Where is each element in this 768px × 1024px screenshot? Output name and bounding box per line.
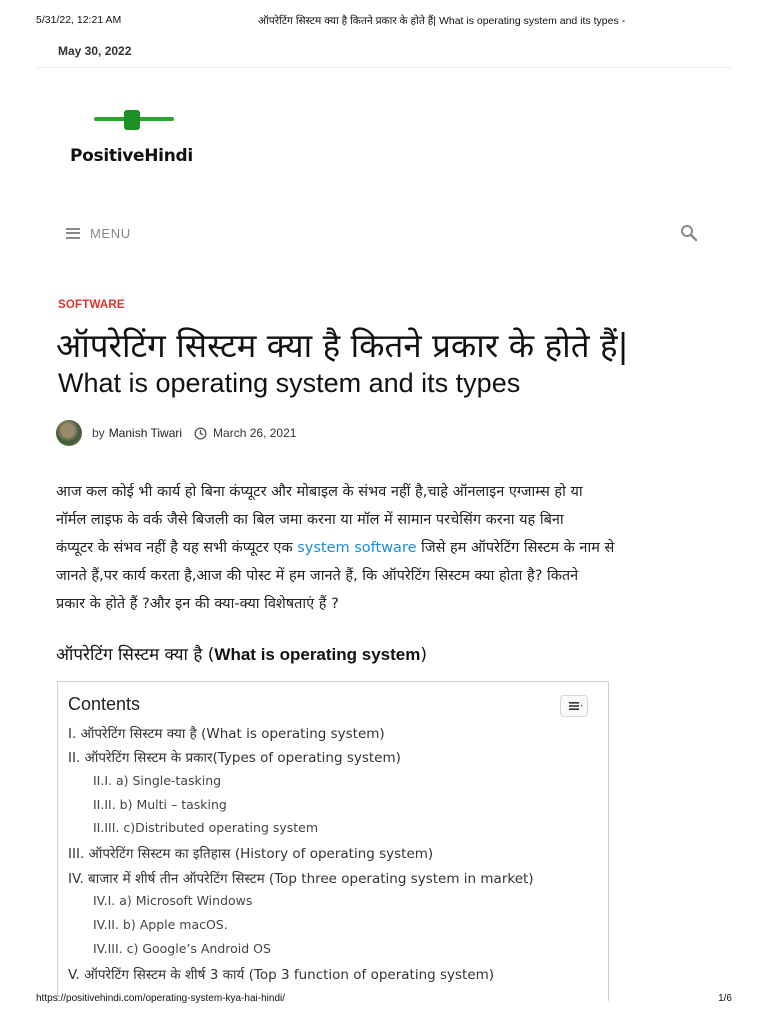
toc-item[interactable]: II.II. b) Multi – tasking (93, 797, 227, 812)
toc-item[interactable]: II.I. a) Single-tasking (93, 773, 222, 788)
print-page-title: ऑपरेटिंग सिस्टम क्या है कितने प्रकार के होते हैं| What is operating system and its types - (258, 15, 626, 27)
top-divider (36, 67, 732, 68)
clock-icon (194, 427, 207, 440)
paragraph-text: कंप्यूटर के संभव नहीं है यह सभी कंप्यूटर एक (56, 540, 298, 556)
search-icon (680, 224, 698, 242)
table-of-contents (57, 681, 609, 1001)
logo-text: PositiveHindi (70, 146, 193, 166)
toc-item[interactable]: IV.III. c) Google’s Android OS (93, 941, 271, 956)
toc-item[interactable]: II.III. c)Distributed operating system (93, 820, 319, 835)
print-footer (36, 993, 732, 1007)
paragraph-text: जिसे हम ऑपरेटिंग सिस्टम के नाम से (416, 540, 615, 556)
intro-paragraph (56, 478, 716, 618)
article-title-english: What is operating system and its types (58, 368, 521, 398)
menu-label: MENU (90, 225, 131, 241)
site-logo[interactable] (70, 108, 220, 168)
hamburger-icon (66, 228, 80, 239)
article-title-hindi: ऑपरेटिंग सिस्टम क्या है कितने प्रकार के होते हैं| (56, 326, 629, 365)
paragraph-line: नॉर्मल लाइफ के वर्क जैसे बिजली का बिल जमा करना या मॉल में सामान परचेसिंग करना यह बिना (56, 512, 564, 528)
paragraph-line: आज कल कोई भी कार्य हो बिना कंप्यूटर और मोबाइल के संभव नहीं है,चाहे ऑनलाइन एग्जाम्स हो या (56, 484, 583, 500)
paragraph-line: जानते हैं,पर कार्य करता है,आज की पोस्ट में हम जानते हैं, कि ऑपरेटिंग सिस्टम क्या होता है? कितने (56, 568, 579, 584)
list-icon (561, 696, 587, 716)
top-bar-date: May 30, 2022 (58, 44, 132, 58)
heading-hindi: ऑपरेटिंग सिस्टम क्या है ( (56, 645, 215, 665)
article-meta (56, 420, 296, 446)
system-software-link[interactable]: system software (297, 540, 417, 556)
toc-item[interactable]: III. ऑपरेटिंग सिस्टम का इतिहास (History of operating system) (68, 846, 434, 862)
toc-item[interactable]: I. ऑपरेटिंग सिस्टम क्या है (What is operating system) (68, 726, 385, 742)
publish-date: March 26, 2021 (213, 426, 297, 440)
category-link[interactable]: SOFTWARE (58, 299, 125, 311)
print-page-number: 1/6 (718, 993, 732, 1004)
print-timestamp: 5/31/22, 12:21 AM (36, 14, 122, 26)
logo-node-graphic (124, 110, 140, 130)
toc-item[interactable]: IV. बाजार में शीर्ष तीन ऑपरेटिंग सिस्टम (Top three operating system in market) (68, 871, 534, 887)
heading-english: What is operating system (214, 645, 421, 664)
toc-item[interactable]: IV.I. a) Microsoft Windows (93, 893, 253, 908)
print-url: https://positivehindi.com/operating-system-kya-hai-hindi/ (36, 993, 285, 1004)
heading-close: ) (420, 645, 427, 665)
toc-toggle-button[interactable] (560, 695, 588, 717)
toc-item[interactable]: V. ऑपरेटिंग सिस्टम के शीर्ष 3 कार्य (Top 3 function of operating system) (68, 967, 495, 983)
print-header (36, 14, 728, 30)
menu-button[interactable] (66, 224, 131, 242)
paragraph-line (56, 534, 716, 562)
author-avatar[interactable] (56, 420, 82, 446)
toc-item[interactable]: IV.II. b) Apple macOS. (93, 917, 228, 932)
search-button[interactable] (680, 224, 698, 242)
toc-title: Contents (68, 694, 141, 714)
by-label: by (92, 426, 105, 440)
section-heading (56, 642, 427, 665)
toc-item[interactable]: II. ऑपरेटिंग सिस्टम के प्रकार(Types of operating system) (68, 750, 401, 766)
author-link[interactable]: Manish Tiwari (108, 426, 183, 440)
paragraph-line: प्रकार के होते हैं ?और इन की क्या-क्या विशेषताएं हैं ? (56, 596, 339, 612)
